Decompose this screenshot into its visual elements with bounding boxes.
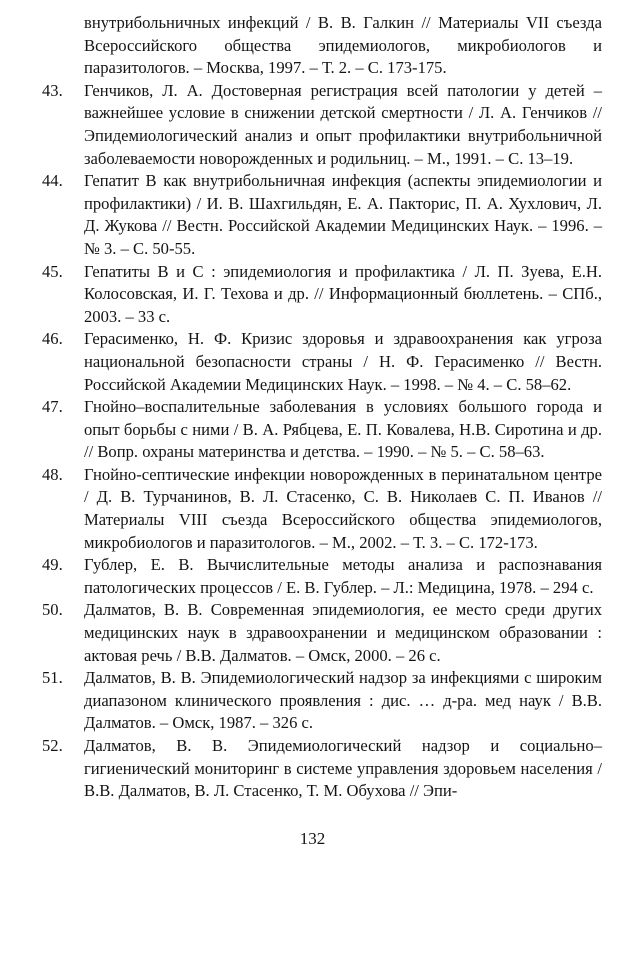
bibliography-entry-48 xyxy=(42,464,602,554)
page-number: 132 xyxy=(299,829,326,848)
bibliography-entry-46 xyxy=(42,328,602,396)
bibliography-entry-51 xyxy=(42,667,602,735)
bibliography-entry-52 xyxy=(42,735,602,803)
entry-text: Гепатит В как внутрибольничная инфекция (аспекты эпидемиологии и профилактики) / И. В. Шахгильдян, Е. А. Пакторис, П. А. Хухлович, Л. Д. Жукова // Вестн. Российской Академии Медицинских Наук. – 1996. – № 3. – С. 50-55. xyxy=(84,171,602,258)
entry-text: Далматов, В. В. Эпидемиологический надзор за инфекциями с широким диапазоном клинического проявления : дис. … д-ра. мед наук / В.В. Далматов. – Омск, 1987. – 326 с. xyxy=(84,668,602,733)
entry-number: 47. xyxy=(42,397,63,417)
entry-text: Генчиков, Л. А. Достоверная регистрация всей патологии у детей – важнейшее условие в снижении детской смертности / Л. А. Генчиков // Эпидемиологический анализ и опыт профилактики внутрибольничной заболеваемости новорожденных и родильниц. – М., 1991. – С. 13–19. xyxy=(84,80,602,168)
entry-number: 43. xyxy=(42,80,63,100)
entry-text: Далматов, В. В. Эпидемиологический надзор и социально–гигиенический мониторинг в системе управления здоровьем населения / В.В. Далматов, В. Л. Стасенко, Т. М. Обухова // Эпи- xyxy=(84,736,602,801)
entry-text: Гнойно–воспалительные заболевания в условиях большого города и опыт борьбы с ними / В. А. Рябцева, Е. П. Ковалева, Н.В. Сиротина и др. // Вопр. охраны материнства и детства. – 1990. – № 5. – С. 58–63. xyxy=(84,397,602,462)
entry-text: Гнойно-септические инфекции новорожденных в перинатальном центре / Д. В. Турчанинов, В. Л. Стасенко, С. В. Николаев С. П. Иванов // Материалы VIII съезда Всероссийского общества эпидемиологов, микробиологов и паразитологов. – М., 2002. – Т. 3. – С. 172-173. xyxy=(84,464,602,552)
bibliography-list xyxy=(42,12,602,803)
entry-text: Герасименко, Н. Ф. Кризис здоровья и здравоохранения как угроза национальной безопасности страны / Н. Ф. Герасименко // Вестн. Российской Академии Медицинских Наук. – 1998. – № 4. – С. 58–62. xyxy=(84,329,602,394)
bibliography-entry-49 xyxy=(42,554,602,599)
bibliography-entry-47 xyxy=(42,396,602,464)
entry-number: 52. xyxy=(42,736,63,755)
entry-text: внутрибольничных инфекций / В. В. Галкин // Материалы VII съезда Всероссийского общества эпидемиологов, микробиологов и паразитологов. – Москва, 1997. – Т. 2. – С. 173-175. xyxy=(84,13,602,78)
entry-number: 45. xyxy=(42,261,63,281)
entry-number: 44. xyxy=(42,171,63,191)
bibliography-entry-continuation xyxy=(42,12,602,80)
entry-number: 46. xyxy=(42,329,63,349)
entry-number: 51. xyxy=(42,668,63,688)
bibliography-entry-50 xyxy=(42,599,602,667)
entry-number: 50. xyxy=(42,600,63,620)
entry-number: 49. xyxy=(42,555,63,575)
entry-text: Далматов, В. В. Современная эпидемиология, ее место среди других медицинских наук в здравоохранении и медицинском образовании : актовая речь / В.В. Далматов. – Омск, 2000. – 26 с. xyxy=(84,600,602,665)
entry-text: Гепатиты В и С : эпидемиология и профилактика / Л. П. Зуева, Е.Н. Колосовская, И. Г. Техова и др. // Информационный бюллетень. – СПб., 2003. – 33 с. xyxy=(84,261,602,326)
entry-text: Гублер, Е. В. Вычислительные методы анализа и распознавания патологических процессов / Е. В. Гублер. – Л.: Медицина, 1978. – 294 с. xyxy=(84,555,602,597)
bibliography-entry-44 xyxy=(42,170,602,260)
bibliography-entry-45 xyxy=(42,261,602,329)
entry-number: 48. xyxy=(42,464,63,484)
bibliography-entry-43 xyxy=(42,80,602,170)
